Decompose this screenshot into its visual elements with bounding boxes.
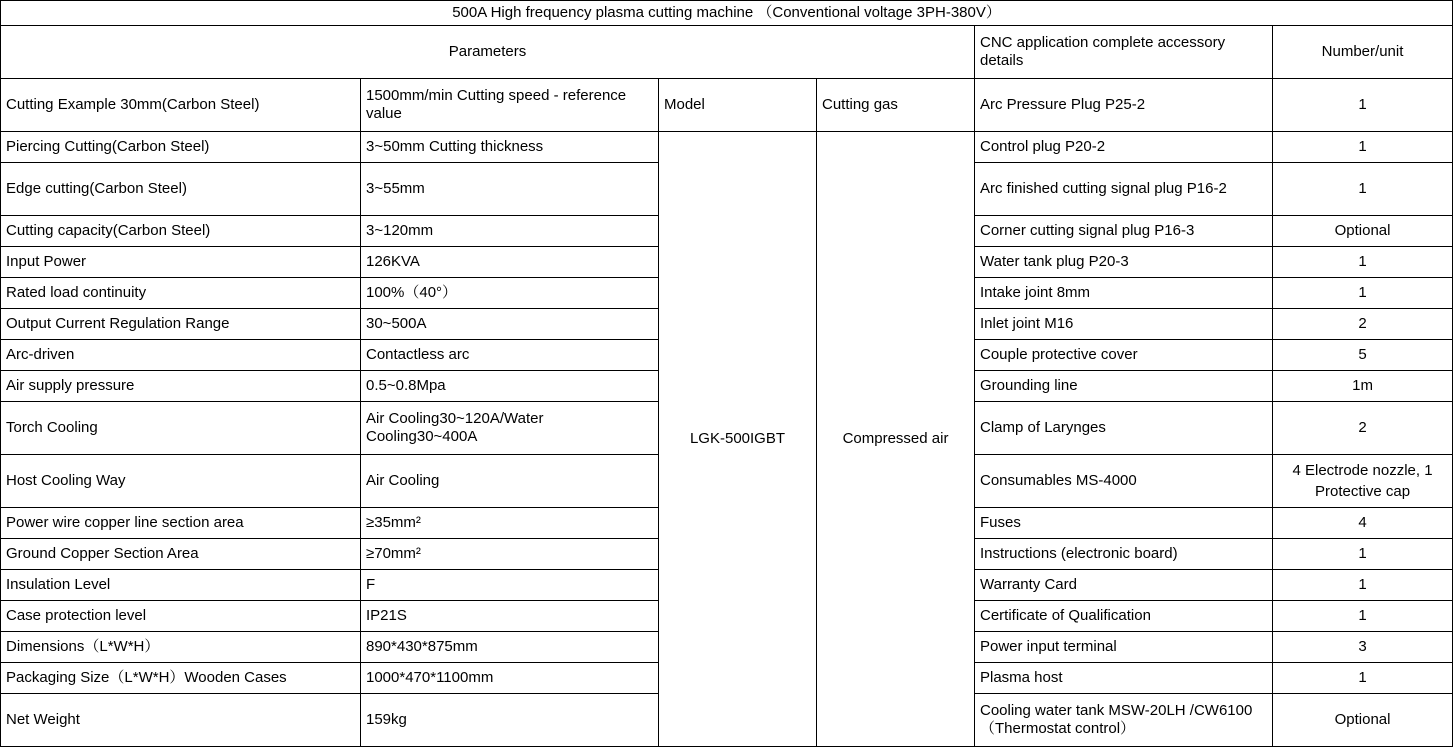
param-value: 3~50mm Cutting thickness: [361, 132, 659, 163]
param-name: Torch Cooling: [1, 402, 361, 455]
accessory-qty: 1: [1273, 163, 1453, 216]
accessory-qty: 2: [1273, 309, 1453, 340]
table-row-title: [1, 1, 1453, 26]
param-value: F: [361, 570, 659, 601]
header-number-unit: Number/unit: [1273, 26, 1453, 79]
param-name: Cutting Example 30mm(Carbon Steel): [1, 79, 361, 132]
param-name: Power wire copper line section area: [1, 508, 361, 539]
accessory-qty: 1m: [1273, 371, 1453, 402]
param-value: 1000*470*1100mm: [361, 663, 659, 694]
param-value: 0.5~0.8Mpa: [361, 371, 659, 402]
accessory-name: Consumables MS-4000: [975, 455, 1273, 508]
cutting-gas-label: Cutting gas: [817, 79, 975, 132]
accessory-name: Power input terminal: [975, 632, 1273, 663]
accessory-name: Corner cutting signal plug P16-3: [975, 216, 1273, 247]
accessory-qty: 5: [1273, 340, 1453, 371]
param-name: Packaging Size（L*W*H）Wooden Cases: [1, 663, 361, 694]
model-value: LGK-500IGBT: [659, 132, 817, 747]
table-row: [1, 79, 1453, 132]
accessory-name: Inlet joint M16: [975, 309, 1273, 340]
accessory-qty: [1273, 455, 1453, 508]
param-value: ≥35mm²: [361, 508, 659, 539]
accessory-name: Plasma host: [975, 663, 1273, 694]
param-name: Output Current Regulation Range: [1, 309, 361, 340]
param-name: Insulation Level: [1, 570, 361, 601]
accessory-qty: 1: [1273, 247, 1453, 278]
param-name: Piercing Cutting(Carbon Steel): [1, 132, 361, 163]
accessory-qty-text: 4 Electrode nozzle, 1 Protective cap: [1292, 461, 1433, 501]
accessory-name: Water tank plug P20-3: [975, 247, 1273, 278]
accessory-name: Arc finished cutting signal plug P16-2: [975, 163, 1273, 216]
accessory-qty: 1: [1273, 663, 1453, 694]
accessory-name: Intake joint 8mm: [975, 278, 1273, 309]
header-accessories: CNC application complete accessory details: [975, 26, 1273, 79]
param-value: 159kg: [361, 694, 659, 747]
param-name: Input Power: [1, 247, 361, 278]
param-name: Cutting capacity(Carbon Steel): [1, 216, 361, 247]
param-value: 126KVA: [361, 247, 659, 278]
param-value: IP21S: [361, 601, 659, 632]
param-value: Contactless arc: [361, 340, 659, 371]
accessory-name: Control plug P20-2: [975, 132, 1273, 163]
accessory-name: Couple protective cover: [975, 340, 1273, 371]
param-value: 1500mm/min Cutting speed - reference value: [361, 79, 659, 132]
param-name: Arc-driven: [1, 340, 361, 371]
accessory-qty: Optional: [1273, 694, 1453, 747]
param-name: Rated load continuity: [1, 278, 361, 309]
param-name: Host Cooling Way: [1, 455, 361, 508]
param-name: Edge cutting(Carbon Steel): [1, 163, 361, 216]
accessory-name: Arc Pressure Plug P25-2: [975, 79, 1273, 132]
cutting-gas-value: Compressed air: [817, 132, 975, 747]
document-title: 500A High frequency plasma cutting machine （Conventional voltage 3PH-380V）: [1, 1, 1453, 26]
accessory-qty: 1: [1273, 601, 1453, 632]
param-value: Air Cooling30~120A/Water Cooling30~400A: [361, 402, 659, 455]
accessory-qty: 2: [1273, 402, 1453, 455]
accessory-name: Certificate of Qualification: [975, 601, 1273, 632]
param-name: Net Weight: [1, 694, 361, 747]
param-name: Dimensions（L*W*H）: [1, 632, 361, 663]
accessory-qty: 1: [1273, 539, 1453, 570]
table-row-header: [1, 26, 1453, 79]
param-value: Air Cooling: [361, 455, 659, 508]
accessory-name: Grounding line: [975, 371, 1273, 402]
accessory-name: Instructions (electronic board): [975, 539, 1273, 570]
table-row: [1, 132, 1453, 163]
accessory-qty: 1: [1273, 79, 1453, 132]
accessory-qty: 1: [1273, 278, 1453, 309]
param-value: 30~500A: [361, 309, 659, 340]
model-label: Model: [659, 79, 817, 132]
accessory-qty: Optional: [1273, 216, 1453, 247]
accessory-name: Clamp of Larynges: [975, 402, 1273, 455]
accessory-qty: 1: [1273, 570, 1453, 601]
accessory-name: Fuses: [975, 508, 1273, 539]
param-value: 3~55mm: [361, 163, 659, 216]
param-value: 3~120mm: [361, 216, 659, 247]
param-value: 890*430*875mm: [361, 632, 659, 663]
param-name: Case protection level: [1, 601, 361, 632]
accessory-name: Warranty Card: [975, 570, 1273, 601]
param-value: 100%（40°）: [361, 278, 659, 309]
param-name: Air supply pressure: [1, 371, 361, 402]
param-value: ≥70mm²: [361, 539, 659, 570]
accessory-qty: 4: [1273, 508, 1453, 539]
accessory-qty: 1: [1273, 132, 1453, 163]
header-parameters: Parameters: [1, 26, 975, 79]
accessory-name: Cooling water tank MSW-20LH /CW6100（Thermostat control）: [975, 694, 1273, 747]
param-name: Ground Copper Section Area: [1, 539, 361, 570]
accessory-qty: 3: [1273, 632, 1453, 663]
